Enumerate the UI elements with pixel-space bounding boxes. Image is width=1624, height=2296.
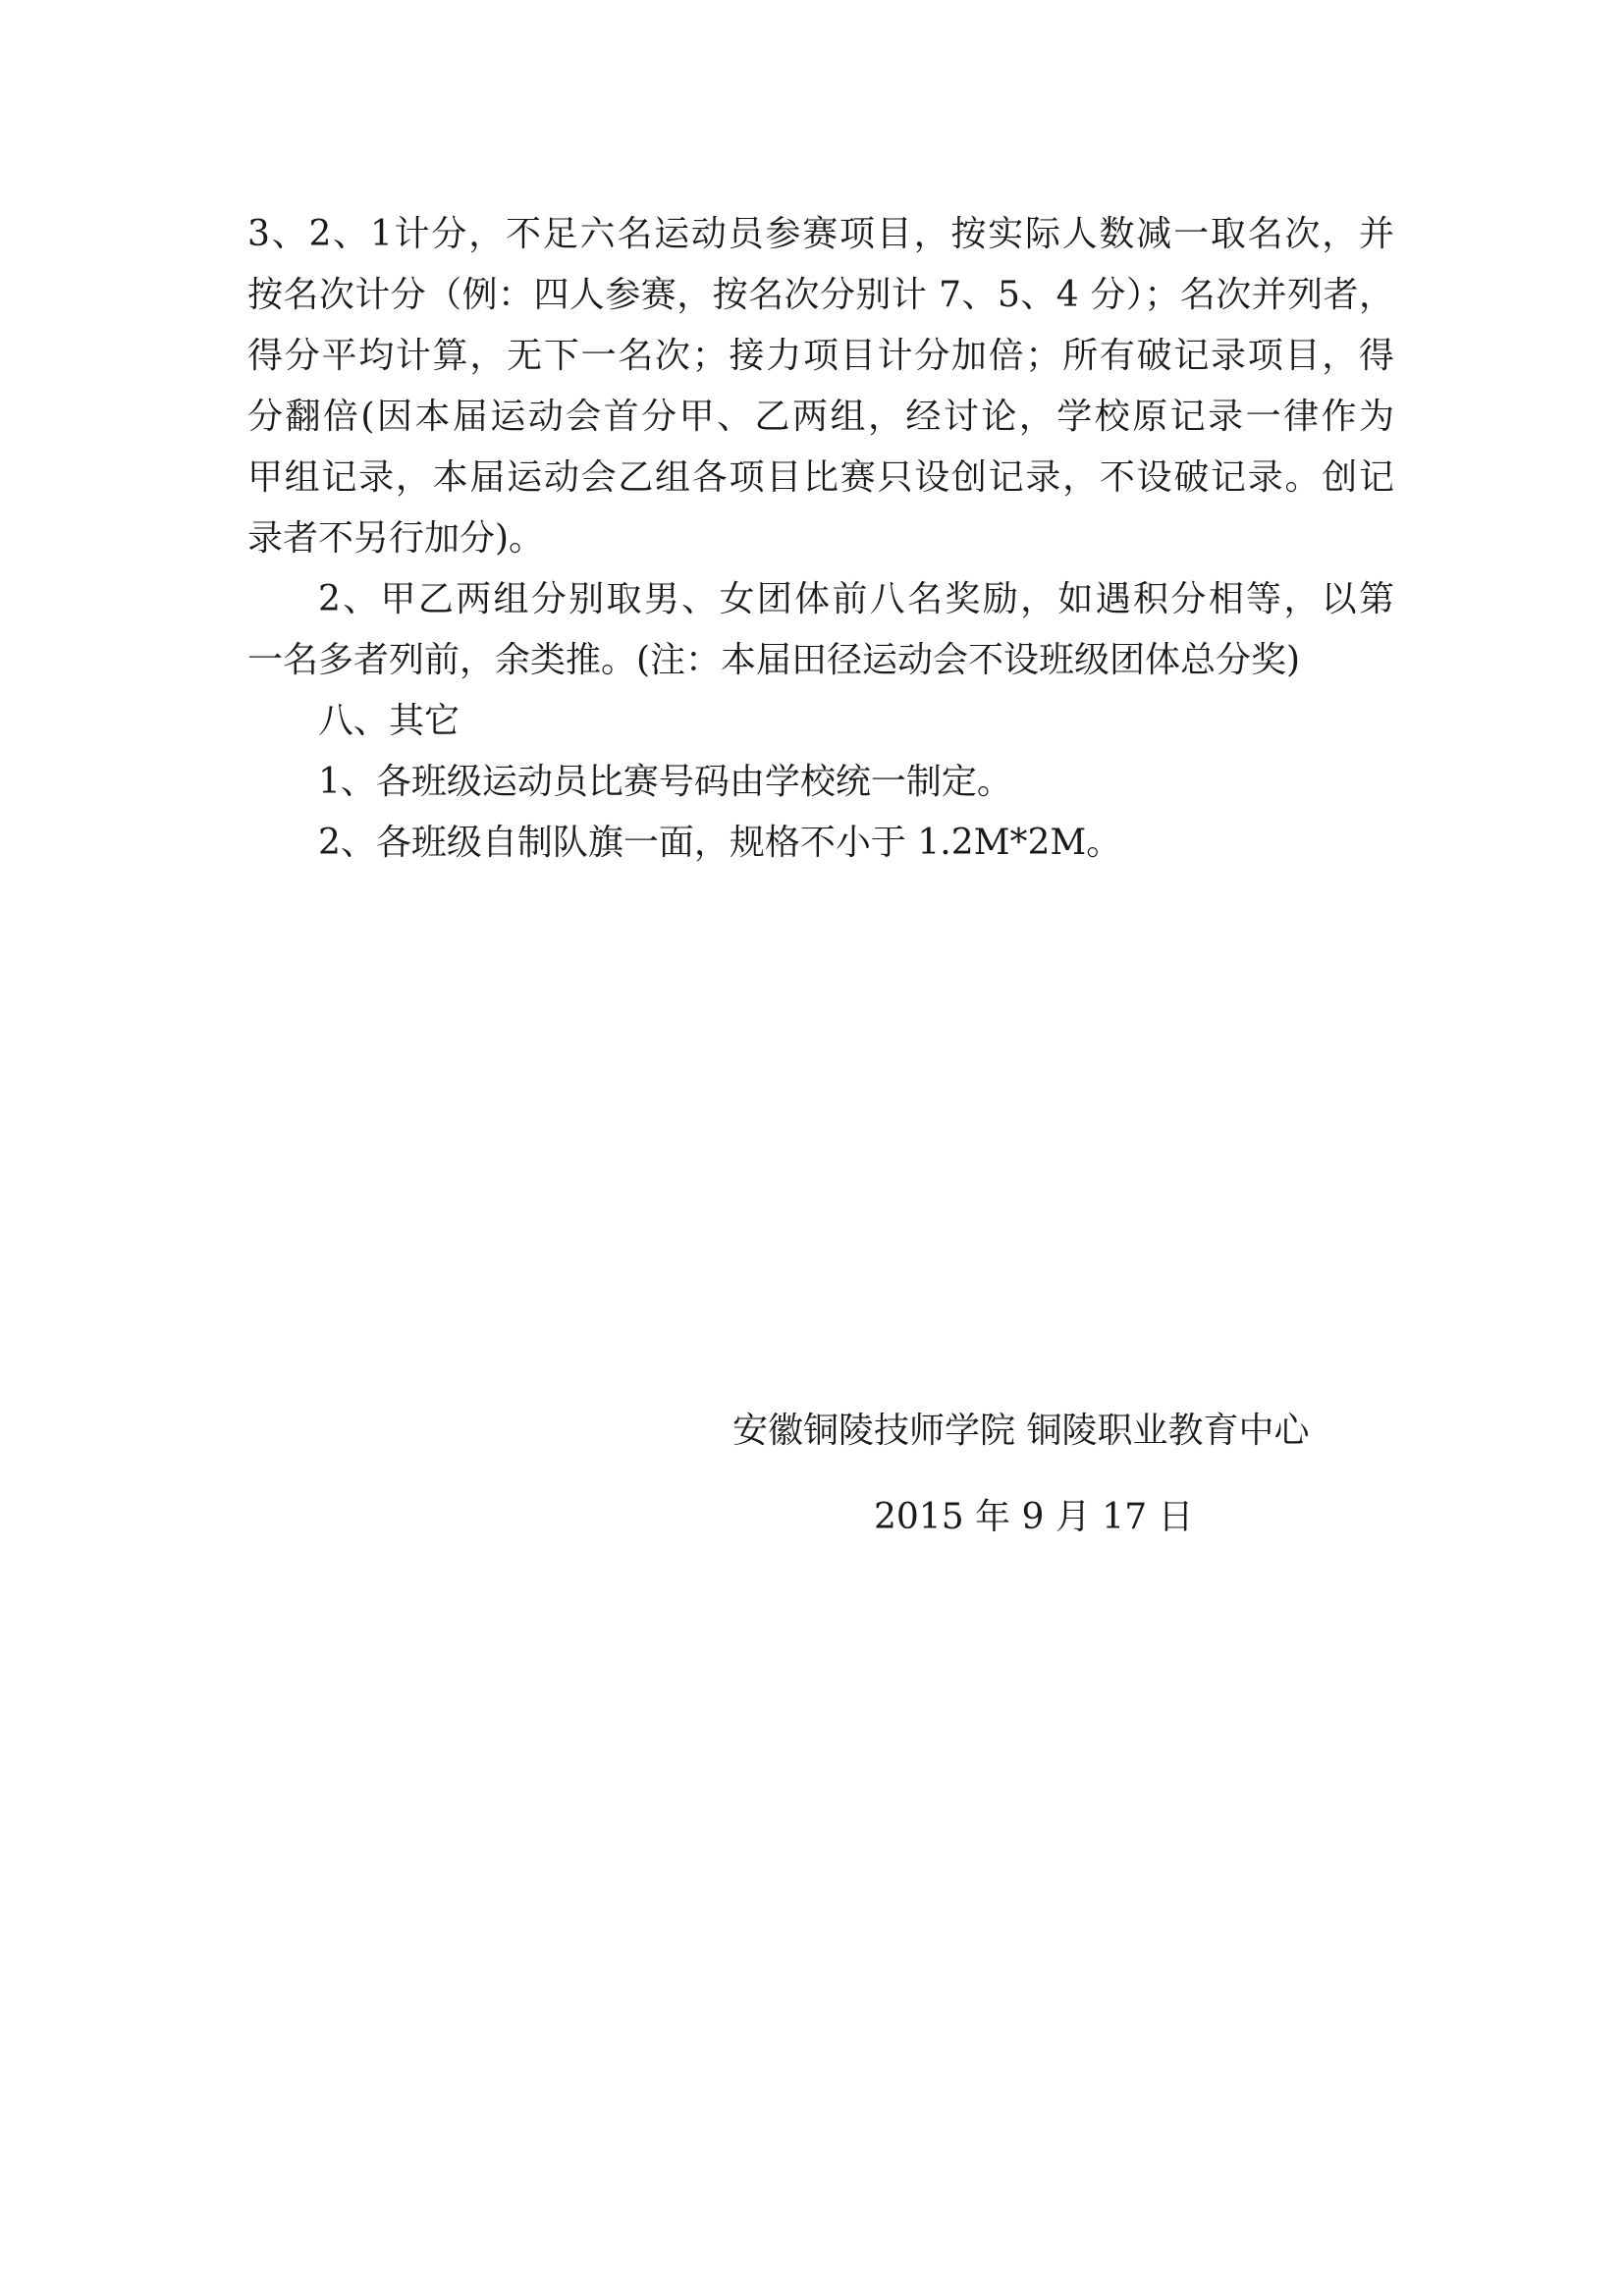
scoring-paragraph	[247, 204, 1394, 569]
issuing-organization: 安徽铜陵技师学院 铜陵职业教育中心	[732, 1411, 1310, 1451]
scoring-line-3: 得分平均计算，无下一名次；接力项目计分加倍；所有破记录项目，得	[247, 336, 1394, 376]
awards-line-2: 一名多者列前，余类推。(注：本届田径运动会不设班级团体总分奖)	[247, 640, 1301, 680]
section-other	[247, 691, 1394, 874]
scoring-line-1: 3、2、1计分，不足六名运动员参赛项目，按实际人数减一取名次，并	[247, 214, 1394, 254]
awards-line-1: 2、甲乙两组分别取男、女团体前八名奖励，如遇积分相等，以第	[318, 579, 1394, 619]
scoring-line-2: 按名次计分（例：四人参赛，按名次分别计 7、5、4 分）；名次并列者，	[247, 275, 1394, 315]
other-item-1: 1、各班级运动员比赛号码由学校统一制定。	[318, 762, 1012, 802]
scoring-line-6: 录者不另行加分)。	[247, 518, 545, 559]
scoring-line-5: 甲组记录，本届运动会乙组各项目比赛只设创记录，不设破记录。创记	[247, 457, 1394, 498]
awards-paragraph	[247, 569, 1394, 691]
section-heading-other: 八、其它	[318, 701, 460, 741]
issue-date: 2015 年 9 月 17 日	[874, 1497, 1194, 1537]
other-item-2: 2、各班级自制队旗一面，规格不小于 1.2M*2M。	[318, 823, 1122, 863]
scoring-line-4: 分翻倍(因本届运动会首分甲、乙两组，经讨论，学校原记录一律作为	[247, 397, 1394, 437]
document-body	[247, 204, 1394, 874]
